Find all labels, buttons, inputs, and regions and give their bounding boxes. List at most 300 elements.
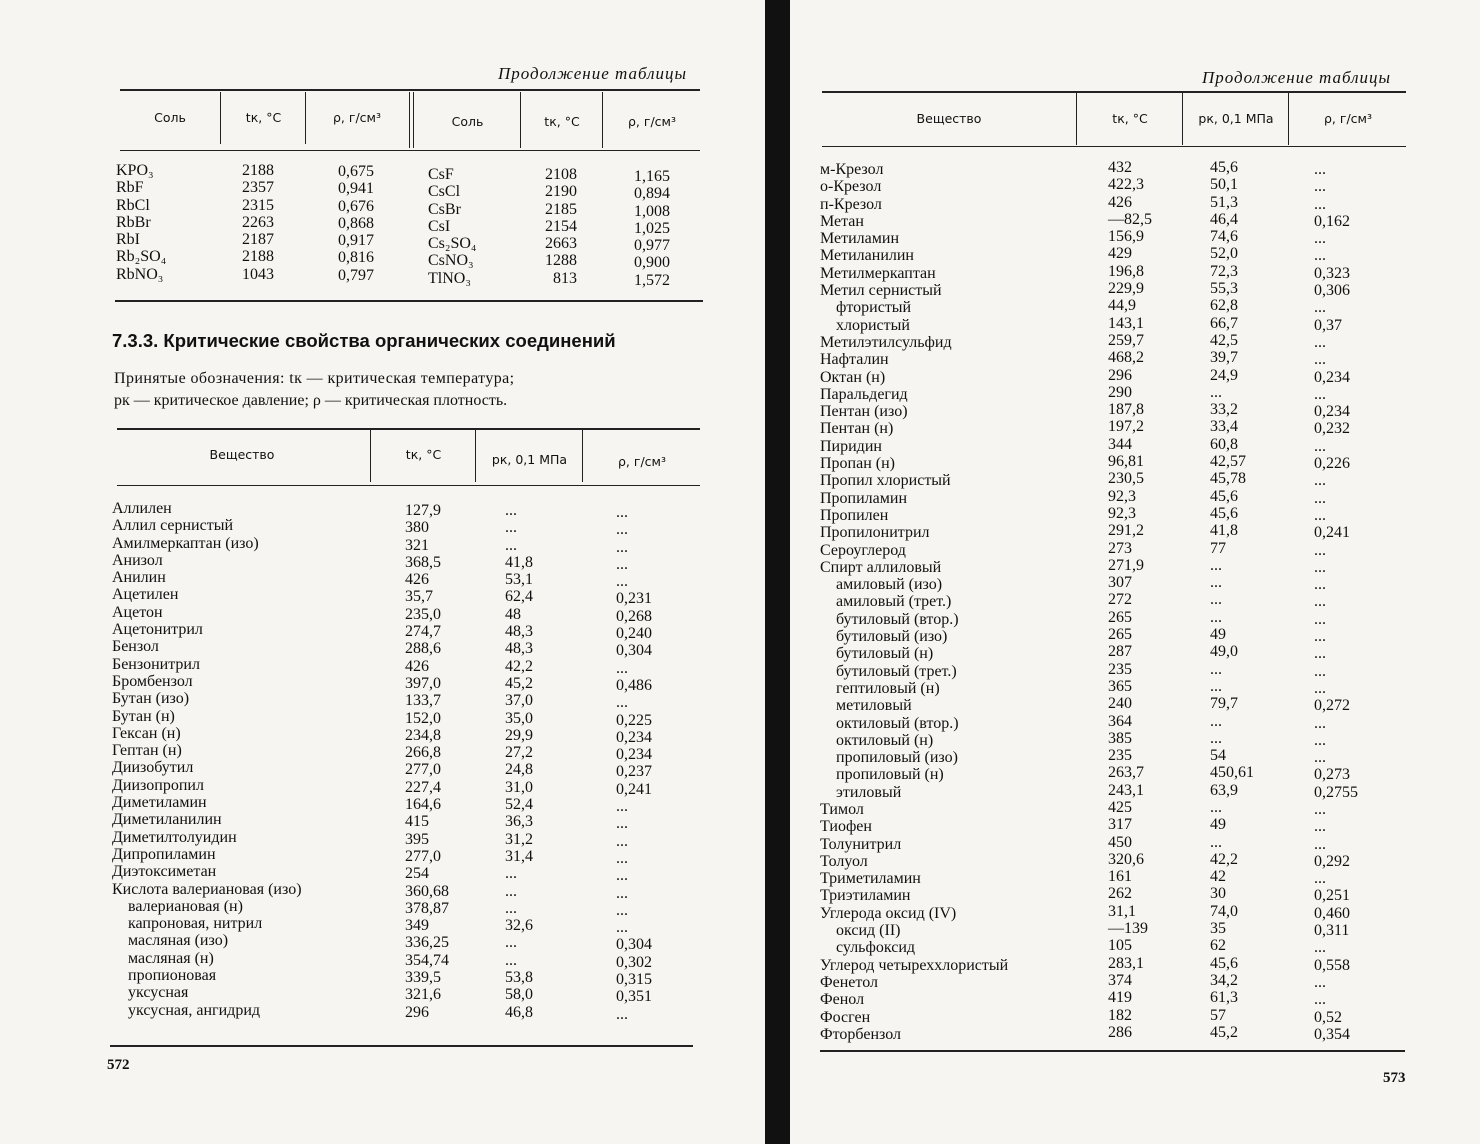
pk-value: ...: [1210, 574, 1222, 592]
substance-name: Бромбензол: [112, 672, 193, 690]
pk-value: 62,8: [1210, 297, 1238, 315]
rho-value: 0,234: [616, 728, 652, 746]
substance-name: октиловый (н): [820, 731, 934, 749]
salt-tk: 2185: [545, 200, 577, 218]
salt-rho: 0,977: [634, 237, 670, 255]
pk-value: ...: [1210, 591, 1222, 609]
substance-name: Ацетилен: [112, 586, 179, 604]
pk-value: 42: [1210, 868, 1226, 886]
rho-value: ...: [1314, 835, 1326, 853]
substance-name: хлористый: [820, 316, 910, 334]
substance-name: Дипропиламин: [112, 845, 216, 863]
tk-value: 143,1: [1108, 314, 1144, 332]
pk-value: 52,0: [1210, 245, 1238, 263]
rho-value: ...: [616, 919, 628, 937]
tk-value: 235: [1108, 747, 1132, 765]
page-number: 572: [107, 1057, 130, 1073]
salt-rho: 0,941: [338, 180, 374, 198]
salt-rho-column: [300, 163, 374, 284]
substance-name: Диметиланилин: [112, 811, 222, 829]
rho-value: 0,351: [616, 988, 652, 1006]
salt-rho: 1,025: [634, 219, 670, 237]
rho-value: 0,558: [1314, 956, 1350, 974]
pk-value: 45,2: [1210, 1023, 1238, 1041]
pk-value: ...: [505, 934, 517, 952]
substance-name: гептиловый (н): [820, 679, 940, 697]
pk-value: 41,8: [1210, 522, 1238, 540]
salt-rho: 0,868: [338, 214, 374, 232]
tk-value: 277,0: [405, 761, 441, 779]
rho-value: ...: [1314, 351, 1326, 369]
tk-value: 265: [1108, 608, 1132, 626]
salt-tk: 1043: [242, 265, 274, 283]
pk-value: 42,2: [505, 657, 533, 675]
substance-name: м-Крезол: [820, 161, 884, 178]
substance-name: Метан: [820, 212, 864, 230]
substance-name: Бутан (изо): [112, 690, 190, 708]
rho-value: ...: [1314, 541, 1326, 559]
pk-value: 35: [1210, 920, 1226, 938]
substance-name: бутиловый (трет.): [820, 662, 957, 680]
salt-name: Rb₂SO₄: [116, 248, 167, 266]
rho-value: ...: [1314, 679, 1326, 697]
divider: [520, 92, 521, 148]
pk-value: 74,0: [1210, 902, 1238, 920]
pk-value: ...: [1210, 833, 1222, 851]
rho-value: 0,460: [1314, 904, 1350, 922]
substance-name: Углерода оксид (IV): [820, 904, 957, 922]
pk-value: 58,0: [505, 986, 533, 1004]
tk-value: 254: [405, 865, 429, 883]
salt-rho: 0,797: [338, 266, 374, 284]
substance-name: пропионовая: [112, 967, 217, 985]
substance-name: Пропилонитрил: [820, 524, 930, 542]
rho-value: ...: [1314, 593, 1326, 611]
pk-value: ...: [1210, 660, 1222, 678]
rho-value: 0,2755: [1314, 783, 1358, 801]
pk-value: 41,8: [505, 553, 533, 571]
substance-name: масляная (изо): [112, 932, 229, 950]
tk-value: 105: [1108, 937, 1132, 955]
substance-header: Вещество: [209, 447, 275, 462]
tk-header: tк, °С: [405, 447, 442, 462]
substance-name: пропиловый (изо): [820, 749, 958, 767]
substance-name: п-Крезол: [820, 195, 882, 213]
page-number: 573: [1383, 1070, 1406, 1086]
pk-value: 51,3: [1210, 193, 1238, 211]
salt-table-top-rule: [120, 89, 700, 91]
rho-value: 0,486: [616, 676, 652, 694]
substance-name: Метил сернистый: [820, 282, 942, 300]
salt-tk: 2663: [545, 235, 577, 253]
tk-value: 35,7: [405, 588, 433, 606]
rho-value: 0,304: [616, 936, 652, 954]
substance-name: Метиланилин: [820, 247, 914, 265]
rho-value: ...: [1314, 870, 1326, 888]
tk-value: 419: [1108, 989, 1132, 1007]
rho-value: ...: [1314, 333, 1326, 351]
pk-value: 45,6: [1210, 504, 1238, 522]
table-bottom-rule: [820, 1050, 1405, 1052]
tk-value: 287: [1108, 643, 1132, 661]
substance-name: амиловый (изо): [820, 576, 943, 594]
rho-column: [616, 504, 676, 1023]
salt-rho: 0,917: [338, 232, 374, 250]
tk-value: 229,9: [1108, 280, 1144, 298]
rho-value: 0,311: [1314, 922, 1350, 940]
tk-value: 240: [1108, 695, 1132, 713]
rho-value: ...: [1314, 506, 1326, 524]
divider: [582, 430, 583, 482]
substance-name: Триметиламин: [820, 870, 921, 888]
substance-name: Гексан (н): [112, 724, 181, 742]
rho-header: ρ, г/см³: [628, 114, 676, 129]
tk-value: 468,2: [1108, 349, 1144, 367]
tk-value: 235: [1108, 660, 1132, 678]
tk-value: 336,25: [405, 934, 449, 952]
rho-value: ...: [1314, 489, 1326, 507]
salt-tk: 2187: [242, 231, 274, 249]
pk-value: 31,4: [505, 847, 533, 865]
substance-name: оксид (II): [820, 922, 901, 940]
rho-value: 0,292: [1314, 852, 1350, 870]
tk-value: 288,6: [405, 640, 441, 658]
tk-value: 339,5: [405, 969, 441, 987]
tk-value: 425: [1108, 798, 1132, 816]
divider: [413, 92, 414, 148]
pk-value: 77: [1210, 539, 1226, 557]
salt-tk: 2315: [242, 196, 274, 214]
pk-value: 45,6: [1210, 159, 1238, 176]
rho-value: ...: [616, 867, 628, 885]
pk-value: 36,3: [505, 813, 533, 831]
rho-value: ...: [1314, 939, 1326, 957]
salt-rho: 0,894: [634, 185, 670, 203]
tk-value: 296: [1108, 366, 1132, 384]
rho-value: ...: [1314, 178, 1326, 196]
org-table-top-rule: [117, 428, 700, 430]
rho-value: ...: [616, 901, 628, 919]
pk-column: [1210, 159, 1270, 1041]
tk-value: 234,8: [405, 726, 441, 744]
tk-value: 92,3: [1108, 487, 1136, 505]
rho-value: ...: [616, 504, 628, 521]
tk-value: —82,5: [1108, 210, 1152, 228]
tk-value: 271,9: [1108, 556, 1144, 574]
substance-name: Бензонитрил: [112, 655, 200, 673]
tk-value: 320,6: [1108, 850, 1144, 868]
pk-value: ...: [1210, 556, 1222, 574]
pk-value: 46,8: [505, 1003, 533, 1021]
header-rule: [822, 146, 1406, 147]
tk-value: 415: [405, 813, 429, 831]
tk-value: 227,4: [405, 778, 441, 796]
pk-value: 24,8: [505, 761, 533, 779]
rho-value: ...: [1314, 610, 1326, 628]
rho-value: ...: [1314, 472, 1326, 490]
rho-value: 0,302: [616, 953, 652, 971]
pk-value: 45,6: [1210, 487, 1238, 505]
substance-name: Аллил сернистый: [112, 517, 233, 535]
rho-value: 0,304: [616, 642, 652, 660]
divider: [409, 92, 410, 148]
pk-value: 34,2: [1210, 971, 1238, 989]
tk-column: [1108, 159, 1168, 1041]
salt-tk-column: [520, 166, 577, 287]
rho-value: ...: [1314, 437, 1326, 455]
tk-value: 344: [1108, 435, 1132, 453]
salt-tk: 2263: [242, 213, 274, 231]
rho-value: ...: [1314, 299, 1326, 317]
tk-value: 164,6: [405, 796, 441, 814]
tk-value: 321,6: [405, 986, 441, 1004]
rho-value: 0,323: [1314, 264, 1350, 282]
pk-value: 450,61: [1210, 764, 1254, 782]
salt-table-bottom-rule: [115, 300, 703, 302]
rho-value: 0,237: [616, 763, 652, 781]
rho-value: 0,241: [616, 780, 652, 798]
tk-value: 274,7: [405, 623, 441, 641]
salt-tk: 2154: [545, 217, 577, 235]
rho-value: 0,354: [1314, 1025, 1350, 1043]
tk-value: 156,9: [1108, 228, 1144, 246]
divider: [1182, 93, 1183, 145]
section-title: 7.3.3. Критические свойства органических соединений: [112, 330, 616, 351]
salt-rho: 1,165: [634, 168, 670, 185]
pk-value: 53,8: [505, 969, 533, 987]
substance-name: Пропил хлористый: [820, 472, 951, 490]
salt-rho: 1,008: [634, 202, 670, 220]
salt-rho: 0,900: [634, 254, 670, 272]
substance-name: Фенол: [820, 991, 865, 1009]
pk-value: 62,4: [505, 588, 533, 606]
pk-value: 46,4: [1210, 210, 1238, 228]
tk-header: tк, °С: [544, 114, 580, 129]
rho-value: ...: [616, 815, 628, 833]
substance-name: Тиофен: [820, 818, 872, 836]
tk-value: 349: [405, 917, 429, 935]
pk-value: 62: [1210, 937, 1226, 955]
pk-value: ...: [505, 899, 517, 917]
substance-header: Вещество: [916, 111, 982, 126]
divider: [1076, 93, 1077, 145]
rho-value: 0,234: [1314, 368, 1350, 386]
substance-name: уксусная, ангидрид: [112, 1001, 261, 1019]
pk-value: ...: [1210, 729, 1222, 747]
substance-name: Фторбензол: [820, 1025, 902, 1043]
pk-value: 54: [1210, 747, 1226, 765]
salt-tk: 2357: [242, 179, 274, 197]
pk-value: 57: [1210, 1006, 1226, 1024]
substance-name: Пропан (н): [820, 455, 895, 473]
substance-name: Диметилтолуидин: [112, 828, 237, 846]
rho-value: ...: [616, 555, 628, 573]
rho-value: ...: [1314, 662, 1326, 680]
rho-value: ...: [616, 659, 628, 677]
tk-value: 380: [405, 519, 429, 537]
rho-value: 0,241: [1314, 524, 1350, 542]
tk-value: 286: [1108, 1023, 1132, 1041]
rho-value: ...: [616, 538, 628, 556]
pk-value: 72,3: [1210, 262, 1238, 280]
pk-value: 45,2: [505, 674, 533, 692]
rho-value: ...: [1314, 645, 1326, 663]
rho-value: ...: [616, 798, 628, 816]
salt-name: CsI: [428, 217, 451, 235]
rho-value: 0,232: [1314, 420, 1350, 438]
rho-value: ...: [1314, 247, 1326, 265]
salt-name: CsF: [428, 166, 454, 183]
tk-column: [405, 502, 465, 1021]
salt-tk: 813: [553, 269, 577, 287]
salt-name: RbF: [116, 179, 144, 197]
tk-header: tк, °С: [1112, 111, 1148, 126]
substance-name: Диизопропил: [112, 776, 204, 794]
tk-value: 44,9: [1108, 297, 1136, 315]
notation-line: pк — критическое давление; ρ — критическая плотность.: [114, 392, 508, 409]
substance-name: пропиловый (н): [820, 766, 944, 784]
pk-value: 24,9: [1210, 366, 1238, 384]
divider: [370, 430, 371, 482]
rho-value: ...: [1314, 973, 1326, 991]
substance-name: Паральдегид: [820, 385, 908, 403]
substance-name: о-Крезол: [820, 178, 882, 196]
pk-value: 48,3: [505, 623, 533, 641]
salt-tk: 2190: [545, 183, 577, 201]
rho-value: ...: [616, 573, 628, 591]
substance-name: амиловый (трет.): [820, 593, 952, 611]
rho-value: ...: [1314, 818, 1326, 836]
pk-value: 66,7: [1210, 314, 1238, 332]
tk-value: 426: [405, 571, 429, 589]
salt-tk: 2188: [242, 162, 274, 179]
pk-value: 55,3: [1210, 280, 1238, 298]
rho-column: [1314, 161, 1378, 1043]
tk-value: 235,0: [405, 605, 441, 623]
rho-value: ...: [1314, 230, 1326, 248]
rho-value: ...: [1314, 714, 1326, 732]
substance-name: бутиловый (изо): [820, 628, 948, 646]
rho-value: 0,231: [616, 590, 652, 608]
tk-value: 182: [1108, 1006, 1132, 1024]
rho-value: ...: [616, 832, 628, 850]
pk-value: 49: [1210, 816, 1226, 834]
tk-value: 196,8: [1108, 262, 1144, 280]
pk-value: 45,6: [1210, 954, 1238, 972]
substance-name: Толунитрил: [820, 835, 902, 853]
substance-name: фтористый: [820, 299, 912, 317]
salt-rho: 0,675: [338, 163, 374, 180]
tk-value: 296: [405, 1003, 429, 1021]
rho-value: ...: [1314, 628, 1326, 646]
salt-name: RbNO₃: [116, 265, 164, 283]
tk-value: 432: [1108, 159, 1132, 176]
pk-value: ...: [505, 865, 517, 883]
pk-value: 42,57: [1210, 453, 1246, 471]
substance-name: Метилмеркаптан: [820, 264, 936, 282]
tk-value: 266,8: [405, 744, 441, 762]
rho-value: ...: [1314, 385, 1326, 403]
tk-value: —139: [1108, 920, 1148, 938]
rho-value: 0,315: [616, 971, 652, 989]
tk-value: 92,3: [1108, 504, 1136, 522]
pk-value: 50,1: [1210, 176, 1238, 194]
substance-name: Диметиламин: [112, 794, 207, 812]
tk-value: 259,7: [1108, 331, 1144, 349]
rho-value: ...: [1314, 749, 1326, 767]
pk-value: 60,8: [1210, 435, 1238, 453]
substance-name: сульфоксид: [820, 939, 916, 957]
divider: [1288, 93, 1289, 145]
substance-name: метиловый: [820, 697, 912, 715]
tk-header: tк, °С: [245, 110, 282, 125]
substance-name: Диизобутил: [112, 759, 194, 777]
substance-name: Диэтоксиметан: [112, 863, 217, 881]
tk-value: 187,8: [1108, 401, 1144, 419]
rho-value: ...: [1314, 161, 1326, 178]
rho-value: 0,226: [1314, 455, 1350, 473]
pk-value: ...: [505, 882, 517, 900]
salt-name: RbI: [116, 231, 140, 249]
tk-value: 265: [1108, 626, 1132, 644]
pk-value: 49,0: [1210, 643, 1238, 661]
rho-value: 0,251: [1314, 887, 1350, 905]
substance-name: Анизол: [112, 551, 163, 569]
substance-name: Фосген: [820, 1008, 871, 1026]
rho-value: ...: [1314, 195, 1326, 213]
salt-name: CsNO₃: [428, 252, 474, 270]
substance-name: Гептан (н): [112, 742, 182, 760]
rho-value: 0,52: [1314, 1008, 1342, 1026]
rho-value: ...: [1314, 558, 1326, 576]
rho-value: 0,240: [616, 625, 652, 643]
divider: [220, 92, 221, 144]
pk-value: 31,0: [505, 778, 533, 796]
salt-name: CsBr: [428, 200, 461, 218]
tk-value: 291,2: [1108, 522, 1144, 540]
rho-value: 0,234: [1314, 403, 1350, 421]
pk-value: ...: [505, 951, 517, 969]
salt-name: RbBr: [116, 213, 151, 231]
salt-names-column: [116, 162, 216, 283]
pk-value: 48,3: [505, 640, 533, 658]
tk-value: 397,0: [405, 674, 441, 692]
substance-name: Ацетон: [112, 603, 163, 621]
tk-value: 450: [1108, 833, 1132, 851]
substance-name: Углерод четыреххлористый: [820, 956, 1009, 974]
pk-value: ...: [1210, 712, 1222, 730]
salt-tk: 1288: [545, 252, 577, 270]
tk-value: 422,3: [1108, 176, 1144, 194]
tk-value: 360,68: [405, 882, 449, 900]
substance-name: Амилмеркаптан (изо): [112, 534, 259, 552]
salt-rho: 0,816: [338, 249, 374, 267]
tk-value: 230,5: [1108, 470, 1144, 488]
tk-value: 243,1: [1108, 781, 1144, 799]
org-header-rule: [117, 485, 700, 486]
rho-value: 0,37: [1314, 316, 1342, 334]
substance-name: Кислота валериановая (изо): [112, 880, 302, 898]
substance-name: валериановая (н): [112, 897, 243, 915]
rho-value: 0,272: [1314, 697, 1350, 715]
substance-name: Бензол: [112, 638, 159, 656]
substance-name: Анилин: [112, 569, 166, 587]
rho-value: ...: [1314, 800, 1326, 818]
pk-header: pк, 0,1 МПа: [1198, 111, 1274, 126]
pk-value: 33,2: [1210, 401, 1238, 419]
salt-rho: 1,572: [634, 271, 670, 289]
divider: [602, 92, 603, 148]
